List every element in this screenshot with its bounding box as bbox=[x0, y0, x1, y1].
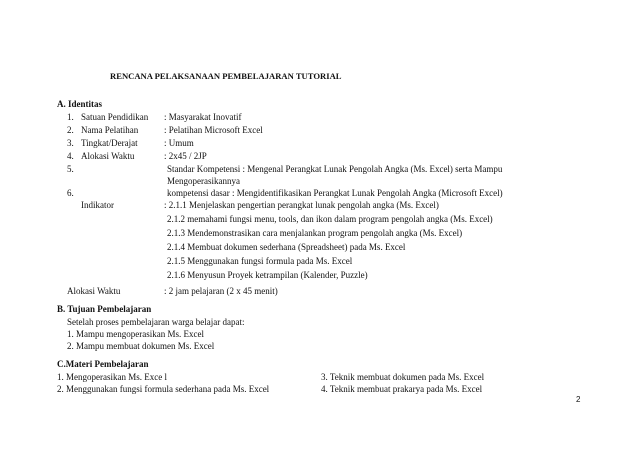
item-number: 6. bbox=[67, 188, 74, 198]
indikator-item: : 2.1.1 Menjelaskan pengertian perangkat lunak pengolah angka (Ms. Excel) bbox=[164, 200, 439, 210]
item-value: : Masyarakat Inovatif bbox=[164, 112, 242, 122]
standar-kompetensi: Standar Kompetensi : Mengenal Perangkat Lunak Pengolah Angka (Ms. Excel) serta Mampu bbox=[167, 164, 503, 174]
item-value: : Umum bbox=[164, 138, 194, 148]
indikator-item: 2.1.3 Mendemonstrasikan cara menjalankan program pengolah angka (Ms. Excel) bbox=[167, 228, 463, 238]
item-label: Satuan Pendidikan bbox=[81, 112, 149, 122]
page-number: 2 bbox=[576, 395, 581, 404]
indikator-item: 2.1.6 Menyusun Proyek ketrampilan (Kalender, Puzzle) bbox=[167, 270, 368, 280]
item-label: Nama Pelatihan bbox=[81, 125, 139, 135]
materi-item: 3. Teknik membuat dokumen pada Ms. Excel bbox=[321, 372, 485, 382]
item-number: 4. bbox=[67, 151, 74, 161]
section-c-heading: C.Materi Pembelajaran bbox=[57, 359, 149, 369]
item-value: : 2x45 / 2JP bbox=[164, 151, 207, 161]
item-value: : Pelatihan Microsoft Excel bbox=[164, 125, 263, 135]
alokasi-label: Alokasi Waktu bbox=[67, 286, 121, 296]
tujuan-item: 1. Mampu mengoperasikan Ms. Excel bbox=[67, 329, 204, 339]
indikator-label: Indikator bbox=[81, 200, 114, 210]
item-number: 5. bbox=[67, 164, 74, 174]
indikator-item: 2.1.5 Menggunakan fungsi formula pada Ms. Excel bbox=[167, 256, 353, 266]
alokasi-value: : 2 jam pelajaran (2 x 45 menit) bbox=[164, 286, 278, 296]
item-label: Alokasi Waktu bbox=[81, 151, 135, 161]
section-b-heading: B. Tujuan Pembelajaran bbox=[57, 304, 152, 314]
materi-item: 1. Mengoperasikan Ms. Exce l bbox=[57, 372, 167, 382]
standar-kompetensi-cont: Mengoperasikannya bbox=[167, 176, 240, 186]
indikator-item: 2.1.2 memahami fungsi menu, tools, dan ikon dalam program pengolah angka (Ms. Excel) bbox=[167, 214, 493, 224]
item-number: 2. bbox=[67, 125, 74, 135]
tujuan-item: 2. Mampu membuat dokumen Ms. Excel bbox=[67, 341, 215, 351]
materi-item: 2. Menggunakan fungsi formula sederhana pada Ms. Excel bbox=[57, 384, 270, 394]
document-title: RENCANA PELAKSANAAN PEMBELAJARAN TUTORIAL bbox=[110, 71, 342, 81]
item-number: 1. bbox=[67, 112, 74, 122]
indikator-item: 2.1.4 Membuat dokumen sederhana (Spreadsheet) pada Ms. Excel bbox=[167, 242, 406, 252]
item-number: 3. bbox=[67, 138, 74, 148]
materi-item: 4. Teknik membuat prakarya pada Ms. Excel bbox=[321, 384, 483, 394]
item-label: Tingkat/Derajat bbox=[81, 138, 138, 148]
kompetensi-dasar: kompetensi dasar : Mengidentifikasikan Perangkat Lunak Pengolah Angka (Microsoft Excel) bbox=[167, 188, 503, 198]
section-a-heading: A. Identitas bbox=[57, 99, 103, 109]
section-b-intro: Setelah proses pembelajaran warga belajar dapat: bbox=[67, 317, 245, 327]
